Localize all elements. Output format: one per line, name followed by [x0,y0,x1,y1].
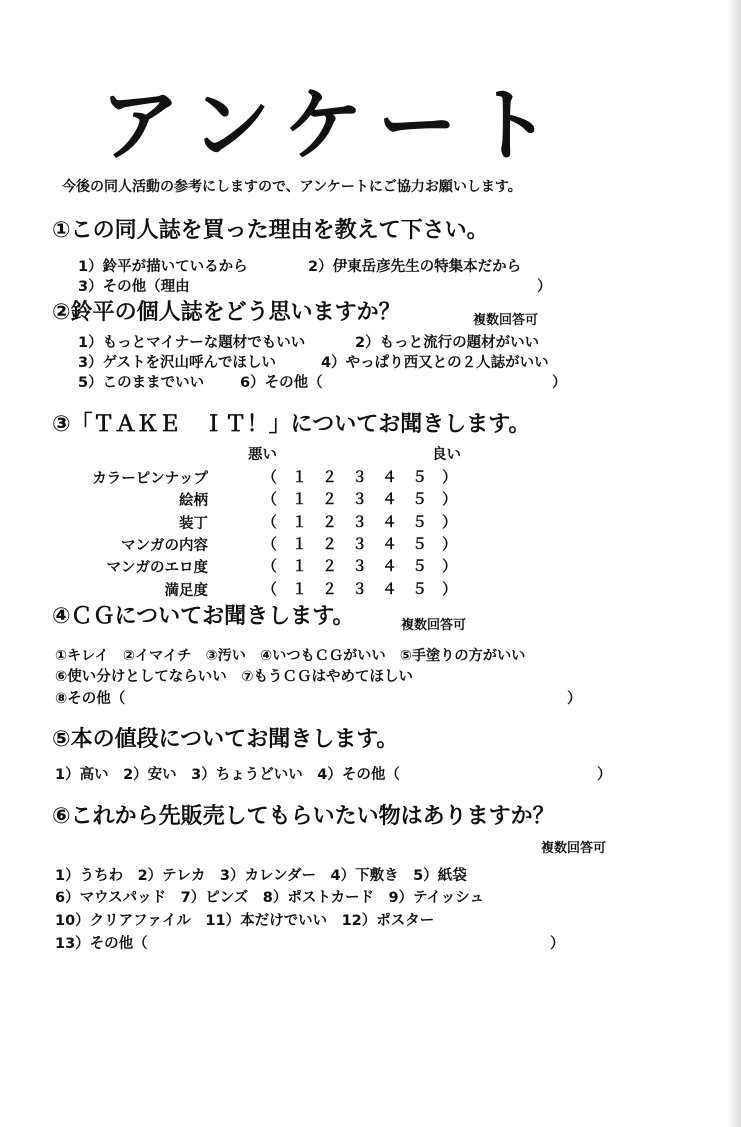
q6-option-other-close: ） [550,936,565,952]
q4-options-line-1: ①キレイ ②イマイチ ③汚い ④いつもＣＧがいい ⑤手塗りの方がいい [55,648,526,664]
q3-rating-scale: （ １ ２ ３ ４ ５ ） [262,580,458,598]
q6-note: 複数回答可 [541,841,607,856]
q4-note: 複数回答可 [401,618,467,633]
q2-option-3: 3）ゲストを沢山呼んでほしい [78,355,277,371]
q3-item-label: 絵柄 [179,493,208,509]
q3-rating-scale: （ １ ２ ３ ４ ５ ） [262,557,458,575]
page-title: アンケート [100,79,566,172]
q6-options-line-1: 1）うちわ 2）テレカ 3）カレンダー 4）下敷き 5）紙袋 [55,868,467,884]
page-edge-shadow [727,0,741,1127]
q1-option-2: 2）伊東岳彦先生の特集本だから [308,259,522,275]
q6-option-other: 13）その他（ [55,936,148,952]
q2-option-4: 4）やっぱり西又との２人誌がいい [321,355,549,371]
q2-note: 複数回答可 [473,313,539,328]
q5-option-other-close: ） [597,767,612,783]
q3-rating-scale: （ １ ２ ３ ４ ５ ） [262,513,458,531]
q4-options-line-2: ⑥使い分けとしてならいい ⑦もうＣＧはやめてほしい [55,669,414,685]
q3-bad-label: 悪い [248,447,277,463]
q1-option-3-close: ） [537,279,552,295]
q4-heading: ④ＣＧについてお聞きします。 [52,604,355,629]
q2-option-2: 2）もっと流行の題材がいい [355,335,540,351]
q3-item-label: カラーピンナップ [92,471,208,487]
q6-options-line-2: 6）マウスパッド 7）ピンズ 8）ポストカード 9）テイッシュ [55,890,484,906]
q5-heading: ⑤本の値段についてお聞きします。 [52,727,399,752]
q2-heading: ②鈴平の個人誌をどう思いますか？ [52,300,401,325]
q5-options: 1）高い 2）安い 3）ちょうどいい 4）その他（ [55,767,400,783]
q3-item-label: 満足度 [164,583,208,599]
q3-good-label: 良い [432,447,461,463]
q3-rating-scale: （ １ ２ ３ ４ ５ ） [262,490,458,508]
q3-item-label: マンガの内容 [121,538,208,554]
q1-option-1: 1）鈴平が描いているから [78,259,248,275]
q3-item-label: 装丁 [179,516,208,532]
q3-heading: ③「ＴＡＫＥ ＩＴ！」についてお聞きします。 [52,412,531,437]
q1-heading: ①この同人誌を買った理由を教えて下さい。 [52,218,489,243]
q1-option-3: 3）その他（理由 [78,279,190,295]
intro-text: 今後の同人活動の参考にしますので、アンケートにご協力お願いします。 [62,179,522,195]
q6-heading: ⑥これから先販売してもらいたい物はありますか？ [52,804,555,829]
q4-option-other-close: ） [567,691,582,707]
q2-option-6: 6）その他（ [240,375,323,391]
q3-rating-scale: （ １ ２ ３ ４ ５ ） [262,535,458,553]
q3-rating-scale: （ １ ２ ３ ４ ５ ） [262,468,458,486]
q3-item-label: マンガのエロ度 [106,560,208,576]
q6-options-line-3: 10）クリアファイル 11）本だけでいい 12）ポスター [55,913,435,929]
q4-option-other: ⑧その他（ [55,691,126,707]
q2-option-6-close: ） [552,375,567,391]
q2-option-5: 5）このままでいい [78,375,205,391]
q2-option-1: 1）もっとマイナーな題材でもいい [78,335,306,351]
